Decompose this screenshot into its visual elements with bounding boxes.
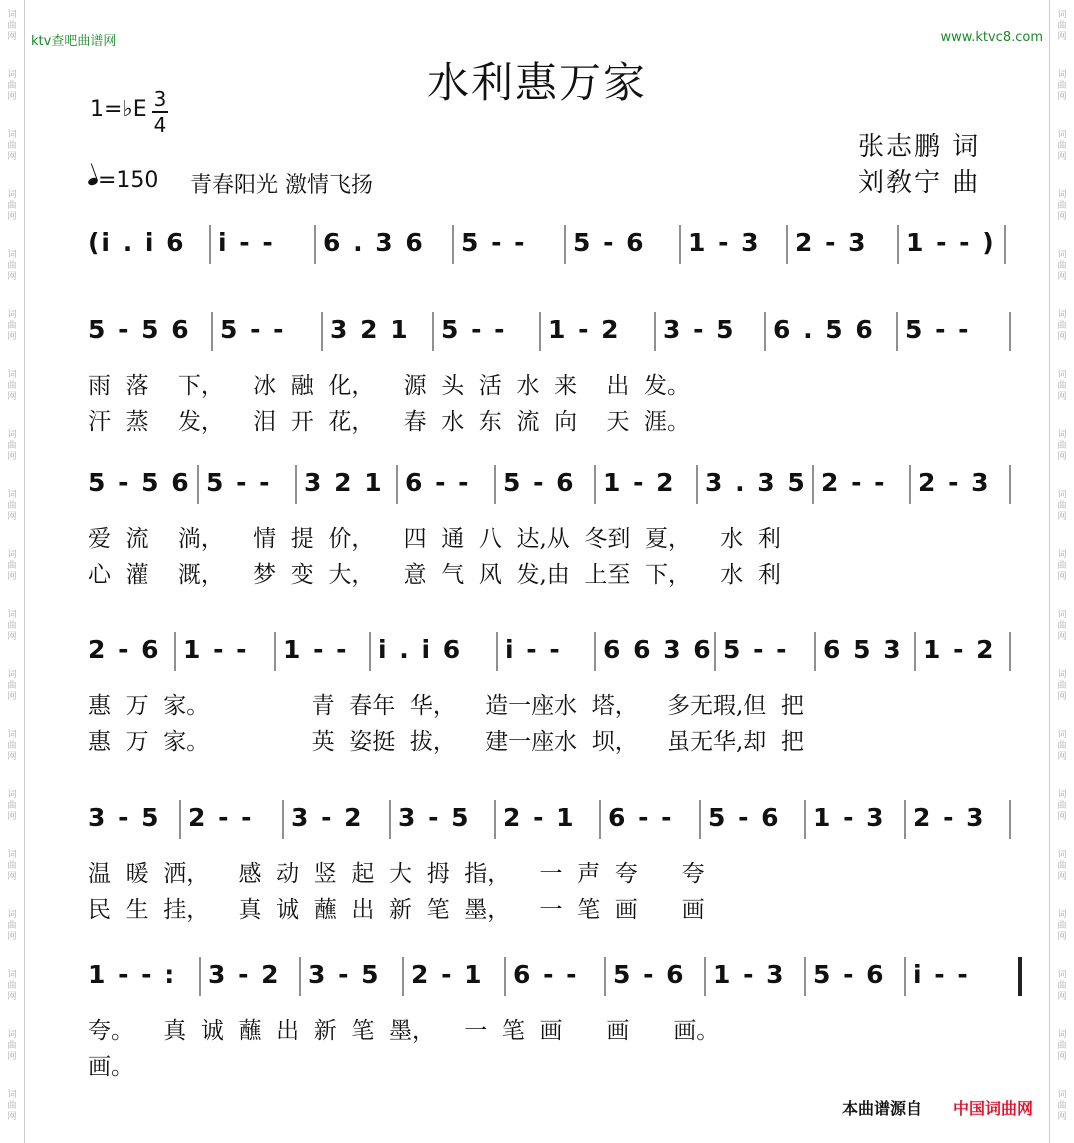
- measure-notes: 1 - 3: [713, 960, 786, 989]
- measure-notes: 2 - -: [188, 803, 254, 832]
- measure-notes: 2 - 6: [88, 635, 161, 664]
- measure-notes: 1 - -: [183, 635, 249, 664]
- composer-credit: 刘敎宁 曲: [858, 168, 981, 198]
- watermark-left: ktv查吧曲谱网: [31, 34, 117, 49]
- measure-notes: 3 - 5: [663, 315, 736, 344]
- side-watermark-text: 词 曲 网: [1057, 1030, 1067, 1062]
- key-signature: 1=♭E: [90, 97, 147, 122]
- side-watermark-text: 词 曲 网: [7, 370, 17, 402]
- measure-notes: 6 6 3 6: [603, 635, 713, 664]
- measure-notes: 5 - 5 6: [88, 468, 191, 497]
- measure-notes: 5 - -: [905, 315, 971, 344]
- measure-notes: 5 - 6: [503, 468, 576, 497]
- measure-notes: 3 2 1: [304, 468, 384, 497]
- measure-notes: 3 - 5: [88, 803, 161, 832]
- measure-notes: 1 - - ): [906, 228, 996, 257]
- lyric-line: 夸。 真 诚 蘸 出 新 笔 墨， 一 笔 画 画 画。: [88, 1018, 720, 1044]
- side-watermark-text: 词 曲 网: [7, 1090, 17, 1122]
- measure-notes: 2 - 1: [503, 803, 576, 832]
- side-watermark-text: 词 曲 网: [1057, 730, 1067, 762]
- measure-notes: 6 . 3 6: [323, 228, 425, 257]
- measure-notes: 1 - -: [283, 635, 349, 664]
- side-watermark-text: 词 曲 网: [7, 1030, 17, 1062]
- lyric-line: 汗 蒸 发， 泪 开 花， 春 水 东 流 向 天 涯。: [88, 409, 690, 435]
- measure-notes: 5 - 5 6: [88, 315, 191, 344]
- watermark-right: www.ktvc8.com: [940, 30, 1043, 45]
- measure-notes: 1 - 3: [813, 803, 886, 832]
- tempo-value: =150: [98, 168, 159, 193]
- measure-notes: 6 - -: [513, 960, 579, 989]
- measure-notes: 5 - 6: [813, 960, 886, 989]
- measure-notes: 3 2 1: [330, 315, 410, 344]
- side-watermark-text: 词 曲 网: [1057, 550, 1067, 582]
- measure-notes: 3 - 5: [398, 803, 471, 832]
- side-watermark-text: 词 曲 网: [7, 10, 17, 42]
- measure-notes: 3 . 3 5: [705, 468, 807, 497]
- side-watermark-text: 词 曲 网: [7, 910, 17, 942]
- measure-notes: i - -: [913, 960, 970, 989]
- measure-notes: 5 - 6: [708, 803, 781, 832]
- side-watermark-text: 词 曲 网: [7, 310, 17, 342]
- side-watermark-text: 词 曲 网: [1057, 190, 1067, 222]
- measure-notes: i - -: [218, 228, 275, 257]
- measure-notes: 5 - -: [206, 468, 272, 497]
- measure-notes: 5 - -: [461, 228, 527, 257]
- measure-notes: 2 - -: [821, 468, 887, 497]
- measure-notes: i - -: [505, 635, 562, 664]
- lyric-line: 爱 流 淌， 情 提 价， 四 通 八 达,从 冬到 夏， 水 利: [88, 526, 781, 552]
- side-watermark-text: 词 曲 网: [7, 670, 17, 702]
- side-watermark-text: 词 曲 网: [1057, 370, 1067, 402]
- time-sig-top: 3: [153, 87, 167, 111]
- lyric-line: 画。: [88, 1054, 134, 1080]
- side-watermark-text: 词 曲 网: [1057, 670, 1067, 702]
- measure-notes: 5 - 6: [573, 228, 646, 257]
- measure-notes: 2 - 3: [918, 468, 991, 497]
- side-watermark-text: 词 曲 网: [7, 490, 17, 522]
- lyric-line: 惠 万 家。 英 姿挺 拔， 建一座水 坝， 虽无华,却 把: [88, 729, 804, 755]
- side-watermark-text: 词 曲 网: [1057, 130, 1067, 162]
- side-watermark-text: 词 曲 网: [1057, 430, 1067, 462]
- measure-notes: 6 - -: [405, 468, 471, 497]
- side-watermark-text: 词 曲 网: [1057, 850, 1067, 882]
- side-watermark-text: 词 曲 网: [1057, 910, 1067, 942]
- side-watermark-text: 词 曲 网: [1057, 310, 1067, 342]
- side-watermark-text: 词 曲 网: [1057, 790, 1067, 822]
- lyric-line: 民 生 挂， 真 诚 蘸 出 新 笔 墨， 一 笔 画 画: [88, 897, 705, 923]
- lyric-line: 惠 万 家。 青 春年 华， 造一座水 塔， 多无瑕,但 把: [88, 693, 804, 719]
- side-watermark-text: 词 曲 网: [7, 850, 17, 882]
- measure-notes: 1 - 3: [688, 228, 761, 257]
- side-watermark-text: 词 曲 网: [1057, 610, 1067, 642]
- measure-notes: (i . i 6: [88, 228, 186, 257]
- side-watermark-text: 词 曲 网: [7, 430, 17, 462]
- measure-notes: 6 5 3: [823, 635, 903, 664]
- side-watermark-text: 词 曲 网: [7, 550, 17, 582]
- measure-notes: 5 - -: [220, 315, 286, 344]
- mood-marking: 青春阳光 激情飞扬: [190, 173, 373, 198]
- side-watermark-text: 词 曲 网: [7, 730, 17, 762]
- measure-notes: 1 - - :: [88, 960, 177, 989]
- side-watermark-text: 词 曲 网: [1057, 70, 1067, 102]
- measure-notes: 2 - 1: [411, 960, 484, 989]
- side-watermark-text: 词 曲 网: [1057, 490, 1067, 522]
- side-watermark-text: 词 曲 网: [7, 970, 17, 1002]
- measure-notes: 3 - 5: [308, 960, 381, 989]
- measure-notes: 2 - 3: [913, 803, 986, 832]
- measure-notes: 6 . 5 6: [773, 315, 875, 344]
- measure-notes: 3 - 2: [208, 960, 281, 989]
- lyricist-credit: 张志鹏 词: [858, 132, 981, 162]
- measure-notes: 3 - 2: [291, 803, 364, 832]
- side-watermark-text: 词 曲 网: [7, 190, 17, 222]
- measure-notes: 5 - -: [723, 635, 789, 664]
- measure-notes: 5 - 6: [613, 960, 686, 989]
- side-watermark-text: 词 曲 网: [1057, 10, 1067, 42]
- side-watermark-text: 词 曲 网: [1057, 250, 1067, 282]
- lyric-line: 雨 落 下， 冰 融 化， 源 头 活 水 来 出 发。: [88, 373, 690, 399]
- page-title: 水利惠万家: [426, 58, 647, 107]
- measure-notes: 5 - -: [441, 315, 507, 344]
- side-watermark-text: 词 曲 网: [1057, 1090, 1067, 1122]
- side-watermark-text: 词 曲 网: [7, 610, 17, 642]
- measure-notes: 6 - -: [608, 803, 674, 832]
- time-sig-bottom: 4: [153, 113, 167, 137]
- side-watermark-text: 词 曲 网: [7, 130, 17, 162]
- measure-notes: 1 - 2: [603, 468, 676, 497]
- measure-notes: 1 - 2: [923, 635, 996, 664]
- side-watermark-text: 词 曲 网: [7, 250, 17, 282]
- footer-source: 本曲谱源自: [842, 1099, 923, 1118]
- side-watermark-text: 词 曲 网: [1057, 970, 1067, 1002]
- side-watermark-text: 词 曲 网: [7, 790, 17, 822]
- lyric-line: 温 暖 洒， 感 动 竖 起 大 拇 指， 一 声 夸 夸: [88, 861, 705, 887]
- measure-notes: i . i 6: [378, 635, 463, 664]
- footer-site: 中国词曲网: [953, 1099, 1034, 1118]
- lyric-line: 心 灌 溉， 梦 变 大， 意 气 风 发,由 上至 下， 水 利: [88, 562, 781, 588]
- measure-notes: 1 - 2: [548, 315, 621, 344]
- measure-notes: 2 - 3: [795, 228, 868, 257]
- side-watermark-text: 词 曲 网: [7, 70, 17, 102]
